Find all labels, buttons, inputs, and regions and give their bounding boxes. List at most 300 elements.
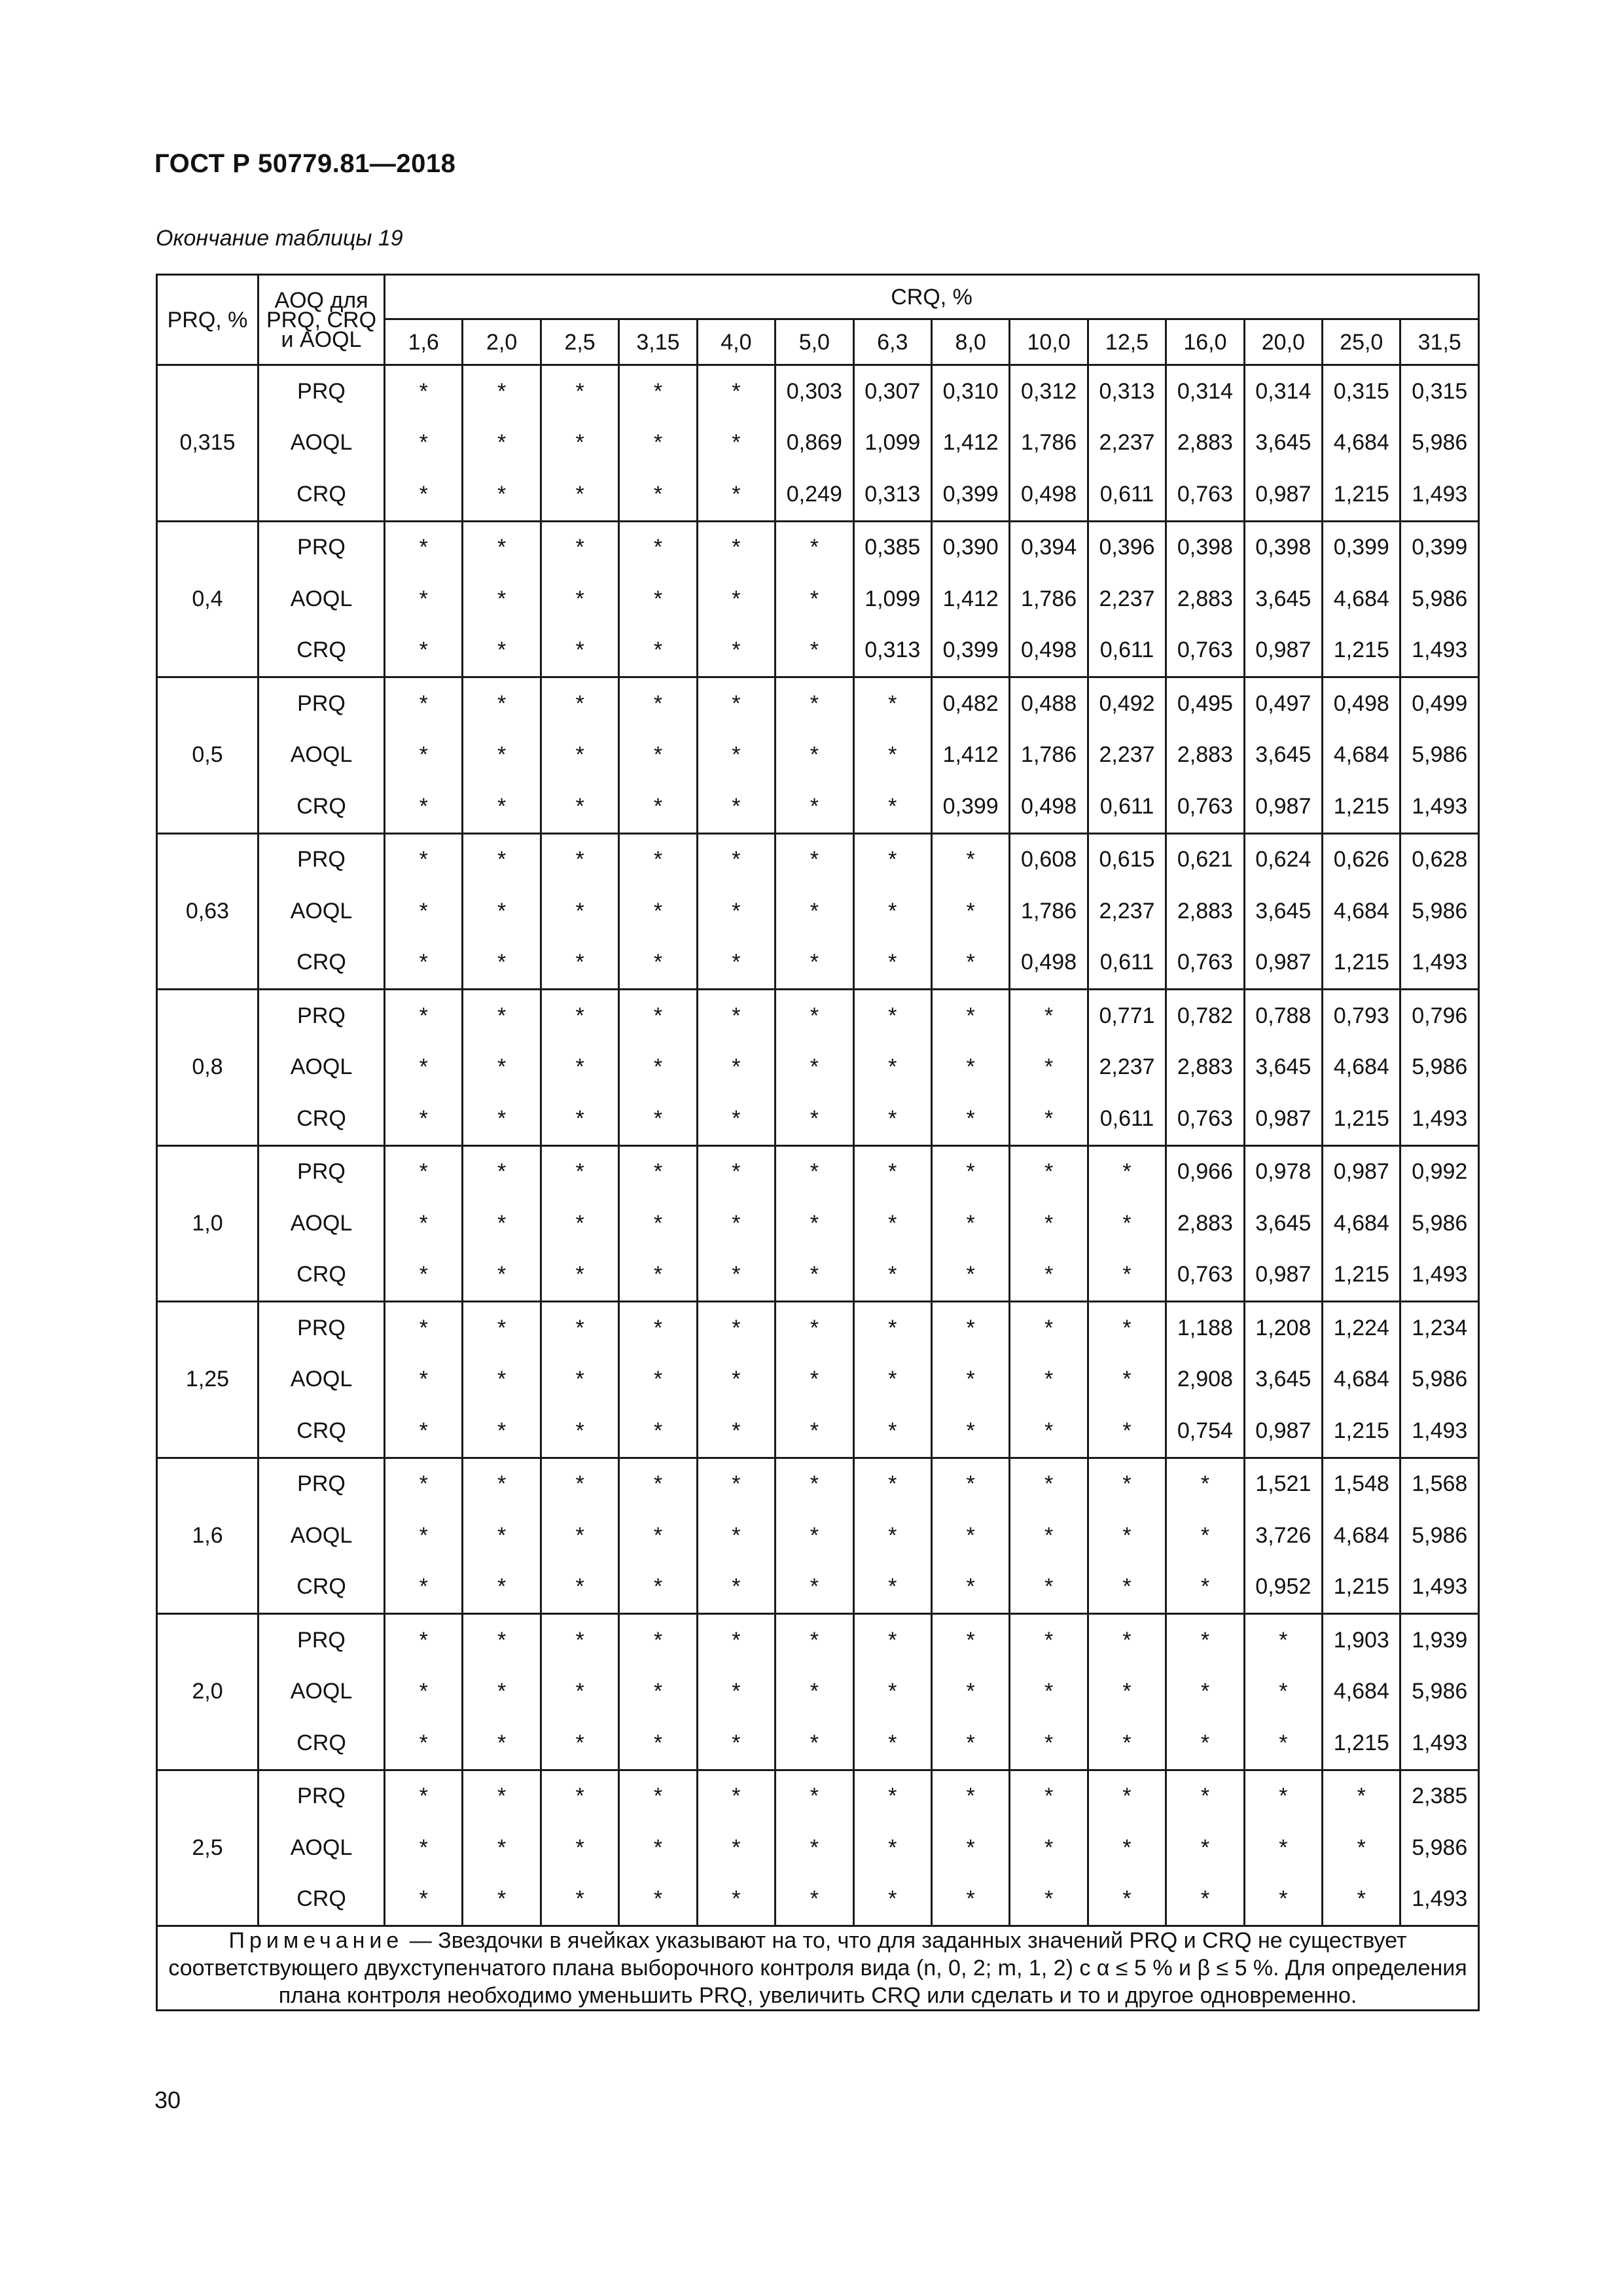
prq-value-cell: 1,25 [157, 1302, 259, 1458]
table-cell: * [853, 1302, 931, 1354]
table-cell: 0,869 [776, 418, 853, 469]
table-cell: 0,992 [1400, 1145, 1479, 1198]
table-cell: * [697, 781, 775, 833]
table-cell: * [776, 1458, 853, 1510]
table-cell: * [463, 1562, 541, 1614]
table-cell: 1,099 [853, 418, 931, 469]
prq-value-cell: 0,5 [157, 677, 259, 834]
table-cell: * [619, 1614, 697, 1666]
table-cell: 4,684 [1323, 573, 1400, 625]
table-cell: * [1088, 1458, 1166, 1510]
table-cell: * [1166, 1717, 1244, 1770]
table-cell: * [1010, 990, 1088, 1042]
table-cell: * [541, 1874, 618, 1926]
table-cell: * [385, 1302, 463, 1354]
table-cell: * [931, 1354, 1009, 1406]
table-cell: * [697, 1145, 775, 1198]
table-cell: 3,726 [1244, 1510, 1322, 1562]
table-cell: 0,488 [1010, 677, 1088, 730]
table-cell: 2,237 [1088, 886, 1166, 937]
table-cell: * [931, 1302, 1009, 1354]
row-label-cell: CRQ [259, 937, 385, 990]
table-row [157, 1717, 1479, 1770]
table-cell: * [776, 1874, 853, 1926]
table-cell: * [385, 990, 463, 1042]
prq-value-cell: 1,0 [157, 1145, 259, 1302]
table-cell: * [931, 1042, 1009, 1094]
table-cell: * [853, 1145, 931, 1198]
row-label-cell: CRQ [259, 1249, 385, 1302]
table-cell: * [1010, 1717, 1088, 1770]
table-cell: * [385, 625, 463, 677]
table-cell: * [385, 469, 463, 521]
table-cell: * [541, 677, 618, 730]
table-cell: 0,621 [1166, 833, 1244, 886]
table-cell: * [776, 1302, 853, 1354]
table-cell: * [385, 1614, 463, 1666]
table-cell: * [619, 1666, 697, 1718]
table-cell: * [385, 1562, 463, 1614]
table-cell: 0,611 [1088, 625, 1166, 677]
table-cell: 0,628 [1400, 833, 1479, 886]
table-cell: * [541, 1249, 618, 1302]
table-cell: 0,624 [1244, 833, 1322, 886]
table-cell: 2,883 [1166, 1042, 1244, 1094]
table-cell: 0,788 [1244, 990, 1322, 1042]
table-cell: * [931, 1510, 1009, 1562]
row-label-cell: CRQ [259, 1093, 385, 1145]
table-cell: * [619, 1042, 697, 1094]
row-label-cell: AOQL [259, 1354, 385, 1406]
table-cell: 2,237 [1088, 1042, 1166, 1094]
table-body [157, 365, 1479, 2011]
table-cell: * [619, 365, 697, 418]
table-cell: 0,498 [1010, 469, 1088, 521]
header-crq: CRQ, % [385, 275, 1479, 319]
header-prq: PRQ, % [157, 275, 259, 365]
table-cell: * [619, 1354, 697, 1406]
table-cell: 5,986 [1400, 573, 1479, 625]
table-cell: * [385, 1717, 463, 1770]
table-cell: * [619, 573, 697, 625]
table-cell: 1,493 [1400, 469, 1479, 521]
table-cell: * [776, 990, 853, 1042]
table-cell: 0,611 [1088, 1093, 1166, 1145]
table-cell: * [541, 1717, 618, 1770]
table-cell: * [697, 990, 775, 1042]
table-cell: * [931, 833, 1009, 886]
table-cell: 0,771 [1088, 990, 1166, 1042]
table-cell: 5,986 [1400, 1198, 1479, 1249]
table-cell: * [853, 1614, 931, 1666]
table-cell: 3,645 [1244, 730, 1322, 781]
row-label-cell: PRQ [259, 1458, 385, 1510]
table-cell: * [697, 1666, 775, 1718]
table-cell: * [541, 625, 618, 677]
table-cell: * [931, 1093, 1009, 1145]
crq-header-cell: 1,6 [385, 319, 463, 365]
table-cell: * [931, 937, 1009, 990]
table-cell: * [385, 365, 463, 418]
table-cell: * [1244, 1717, 1322, 1770]
table-cell: * [853, 1093, 931, 1145]
table-cell: * [463, 833, 541, 886]
table-cell: 0,303 [776, 365, 853, 418]
row-label-cell: PRQ [259, 365, 385, 418]
table-cell: * [619, 781, 697, 833]
table-cell: * [619, 990, 697, 1042]
table-cell: 0,313 [1088, 365, 1166, 418]
table-cell: * [853, 1354, 931, 1406]
table-cell: 0,399 [1323, 521, 1400, 573]
table-cell: * [1088, 1145, 1166, 1198]
table-cell: 0,399 [931, 781, 1009, 833]
table-cell: * [385, 1145, 463, 1198]
crq-header-cell: 2,0 [463, 319, 541, 365]
table-cell: 0,314 [1244, 365, 1322, 418]
table-cell: 0,497 [1244, 677, 1322, 730]
table-row [157, 1405, 1479, 1458]
table-cell: 1,786 [1010, 886, 1088, 937]
table-cell: 0,313 [853, 469, 931, 521]
table-cell: * [541, 365, 618, 418]
prq-value-cell: 2,5 [157, 1770, 259, 1926]
table-row [157, 625, 1479, 677]
table-cell: * [385, 781, 463, 833]
table-cell: * [541, 1302, 618, 1354]
crq-header-cell: 8,0 [931, 319, 1009, 365]
table-cell: 4,684 [1323, 730, 1400, 781]
crq-header-cell: 5,0 [776, 319, 853, 365]
table-cell: 0,310 [931, 365, 1009, 418]
table-cell: 1,786 [1010, 730, 1088, 781]
table-cell: * [463, 937, 541, 990]
table-cell: * [1166, 1562, 1244, 1614]
table-cell: * [1088, 1198, 1166, 1249]
crq-header-cell: 31,5 [1400, 319, 1479, 365]
prq-value-cell: 0,63 [157, 833, 259, 990]
table-cell: * [619, 521, 697, 573]
table-note [157, 1926, 1479, 2011]
table-cell: * [697, 469, 775, 521]
table-cell: * [697, 1717, 775, 1770]
table-cell: * [776, 1093, 853, 1145]
table-cell: * [697, 1458, 775, 1510]
table-cell: 1,548 [1323, 1458, 1400, 1510]
table-caption: Окончание таблицы 19 [156, 226, 403, 251]
table-cell: 0,313 [853, 625, 931, 677]
table-cell: * [776, 1249, 853, 1302]
table-row [157, 573, 1479, 625]
table-row [157, 1874, 1479, 1926]
row-label-cell: AOQL [259, 1198, 385, 1249]
table-cell: 5,986 [1400, 1042, 1479, 1094]
header-aoq: AOQ для PRQ, CRQ и AOQL [259, 275, 385, 365]
table-row [157, 1458, 1479, 1510]
table-cell: * [1244, 1822, 1322, 1874]
crq-header-cell: 25,0 [1323, 319, 1400, 365]
table-cell: * [1088, 1562, 1166, 1614]
page-number: 30 [154, 2087, 181, 2113]
table-cell: * [463, 573, 541, 625]
table-row [157, 469, 1479, 521]
table-cell: * [776, 1042, 853, 1094]
table-row [157, 886, 1479, 937]
table-row [157, 1145, 1479, 1198]
table-cell: * [697, 937, 775, 990]
table-cell: 2,908 [1166, 1354, 1244, 1406]
table-cell: 5,986 [1400, 886, 1479, 937]
table-row [157, 418, 1479, 469]
table-cell: 1,493 [1400, 1249, 1479, 1302]
table-cell: 1,188 [1166, 1302, 1244, 1354]
table-cell: 0,987 [1244, 1093, 1322, 1145]
table-cell: * [697, 886, 775, 937]
table-cell: * [776, 573, 853, 625]
table-cell: * [1010, 1354, 1088, 1406]
table-cell: * [1088, 1405, 1166, 1458]
table-cell: 0,987 [1244, 1405, 1322, 1458]
table-row [157, 833, 1479, 886]
table-cell: * [385, 1458, 463, 1510]
table-cell: 3,645 [1244, 1354, 1322, 1406]
table-cell: * [853, 677, 931, 730]
row-label-cell: PRQ [259, 1145, 385, 1198]
row-label-cell: AOQL [259, 1510, 385, 1562]
table-cell: 0,482 [931, 677, 1009, 730]
table-cell: * [1166, 1770, 1244, 1822]
table-cell: * [931, 1198, 1009, 1249]
table-cell: * [619, 625, 697, 677]
row-label-cell: AOQL [259, 886, 385, 937]
table-cell: 3,645 [1244, 1198, 1322, 1249]
table-cell: 2,883 [1166, 886, 1244, 937]
row-label-cell: CRQ [259, 1717, 385, 1770]
table-cell: * [463, 625, 541, 677]
table-cell: 0,315 [1400, 365, 1479, 418]
table-cell: * [853, 1822, 931, 1874]
table-cell: * [1166, 1666, 1244, 1718]
table-cell: * [385, 1822, 463, 1874]
table-cell: 2,385 [1400, 1770, 1479, 1822]
table-cell: 0,763 [1166, 1249, 1244, 1302]
table-cell: 1,099 [853, 573, 931, 625]
table-cell: 0,498 [1010, 781, 1088, 833]
table-cell: * [853, 1198, 931, 1249]
table-cell: * [385, 573, 463, 625]
table-cell: * [697, 730, 775, 781]
table-cell: 1,215 [1323, 1717, 1400, 1770]
table-row [157, 1093, 1479, 1145]
row-label-cell: PRQ [259, 1302, 385, 1354]
table-cell: * [931, 990, 1009, 1042]
table-cell: * [463, 886, 541, 937]
table-cell: 0,978 [1244, 1145, 1322, 1198]
table-cell: 0,763 [1166, 469, 1244, 521]
table-cell: * [463, 1666, 541, 1718]
table-cell: 4,684 [1323, 1354, 1400, 1406]
table-cell: 5,986 [1400, 1510, 1479, 1562]
row-label-cell: AOQL [259, 1822, 385, 1874]
table-cell: * [463, 418, 541, 469]
table-cell: 0,307 [853, 365, 931, 418]
table-cell: 0,987 [1244, 781, 1322, 833]
table-cell: * [697, 1249, 775, 1302]
table-cell: * [776, 625, 853, 677]
table-cell: * [619, 1145, 697, 1198]
crq-header-cell: 12,5 [1088, 319, 1166, 365]
table-cell: * [541, 886, 618, 937]
table-cell: 0,394 [1010, 521, 1088, 573]
table-cell: * [931, 1614, 1009, 1666]
table-cell: 3,645 [1244, 886, 1322, 937]
row-label-cell: PRQ [259, 990, 385, 1042]
table-cell: * [776, 521, 853, 573]
table-cell: 0,987 [1244, 625, 1322, 677]
table-cell: * [776, 781, 853, 833]
table-cell: * [463, 365, 541, 418]
table-cell: * [697, 833, 775, 886]
table-cell: * [697, 1510, 775, 1562]
table-cell: * [853, 1717, 931, 1770]
row-label-cell: CRQ [259, 1405, 385, 1458]
table-cell: * [1323, 1770, 1400, 1822]
table-cell: 0,987 [1244, 469, 1322, 521]
table-cell: * [931, 1874, 1009, 1926]
table-cell: * [1088, 1354, 1166, 1406]
table-cell: 0,385 [853, 521, 931, 573]
table-cell: * [385, 1093, 463, 1145]
table-cell: * [463, 1822, 541, 1874]
table-cell: 0,615 [1088, 833, 1166, 886]
table-cell: * [385, 521, 463, 573]
table-cell: 4,684 [1323, 1666, 1400, 1718]
table-cell: * [619, 1717, 697, 1770]
table-cell: * [463, 1302, 541, 1354]
table-cell: * [541, 1042, 618, 1094]
table-cell: 1,568 [1400, 1458, 1479, 1510]
table-cell: 0,608 [1010, 833, 1088, 886]
note-label: Примечание [228, 1928, 404, 1953]
table-cell: * [853, 1562, 931, 1614]
table-row [157, 365, 1479, 418]
table-cell: * [776, 1510, 853, 1562]
table-cell: * [541, 937, 618, 990]
table-cell: 4,684 [1323, 1198, 1400, 1249]
table-cell: * [697, 1042, 775, 1094]
table-cell: * [463, 1874, 541, 1926]
table-cell: * [1244, 1874, 1322, 1926]
table-cell: * [853, 990, 931, 1042]
table-cell: 1,939 [1400, 1614, 1479, 1666]
table-cell: * [776, 1562, 853, 1614]
table-row [157, 521, 1479, 573]
table-cell: * [385, 1510, 463, 1562]
table-cell: * [541, 1562, 618, 1614]
table-cell: 1,412 [931, 573, 1009, 625]
table-row [157, 1302, 1479, 1354]
table-cell: 1,412 [931, 418, 1009, 469]
table-cell: * [776, 886, 853, 937]
table-cell: 4,684 [1323, 886, 1400, 937]
table-cell: 0,399 [1400, 521, 1479, 573]
table-cell: * [463, 1198, 541, 1249]
table-cell: * [853, 886, 931, 937]
table-cell: * [1088, 1717, 1166, 1770]
table-cell: * [853, 730, 931, 781]
table-cell: 0,763 [1166, 625, 1244, 677]
table-cell: 1,215 [1323, 937, 1400, 990]
table-cell: * [619, 1770, 697, 1822]
table-cell: * [385, 1770, 463, 1822]
table-cell: * [697, 573, 775, 625]
table-row [157, 1249, 1479, 1302]
table-cell: * [1088, 1614, 1166, 1666]
table-cell: * [541, 1510, 618, 1562]
row-label-cell: AOQL [259, 573, 385, 625]
table-cell: * [776, 1666, 853, 1718]
note-text: — Звездочки в ячейках указывают на то, что для заданных значений PRQ и CRQ не существует соответствующего двухступенчатого плана выборочного контроля вида (n, 0, 2; m, 1, 2) с α ≤ 5 % и β ≤ 5 %. Для определения плана контроля необходимо уменьшить PRQ, увеличить CRQ или сделать и то и другое одновременно. [168, 1928, 1467, 2008]
table-cell: * [1244, 1614, 1322, 1666]
table-cell: 0,611 [1088, 781, 1166, 833]
table-cell: * [853, 1666, 931, 1718]
row-label-cell: PRQ [259, 833, 385, 886]
table-cell: * [385, 1354, 463, 1406]
table-cell: * [931, 1562, 1009, 1614]
table-cell: 0,399 [931, 469, 1009, 521]
table-cell: * [463, 1354, 541, 1406]
table-cell: * [697, 1093, 775, 1145]
table-cell: * [697, 365, 775, 418]
table-cell: * [1088, 1874, 1166, 1926]
table-cell: * [776, 1405, 853, 1458]
table-cell: 1,224 [1323, 1302, 1400, 1354]
table-cell: * [853, 937, 931, 990]
table-cell: * [1088, 1302, 1166, 1354]
table-cell: 1,215 [1323, 469, 1400, 521]
table-cell: * [619, 1302, 697, 1354]
table-cell: * [463, 781, 541, 833]
table-cell: * [931, 1717, 1009, 1770]
table-cell: 0,763 [1166, 937, 1244, 990]
table-row [157, 1614, 1479, 1666]
table-cell: * [619, 886, 697, 937]
table-row [157, 1562, 1479, 1614]
table-cell: 1,493 [1400, 625, 1479, 677]
table-cell: 1,493 [1400, 1093, 1479, 1145]
table-cell: * [1010, 1874, 1088, 1926]
table-cell: * [385, 833, 463, 886]
table-cell: 0,782 [1166, 990, 1244, 1042]
table-cell: * [776, 1198, 853, 1249]
prq-value-cell: 2,0 [157, 1614, 259, 1770]
table-cell: * [776, 677, 853, 730]
crq-header-cell: 2,5 [541, 319, 618, 365]
table-cell: * [463, 1458, 541, 1510]
table-cell: * [776, 1614, 853, 1666]
table-cell: 0,495 [1166, 677, 1244, 730]
table-cell: * [463, 469, 541, 521]
table-cell: * [697, 1822, 775, 1874]
table-cell: * [1088, 1666, 1166, 1718]
table-cell: * [697, 1405, 775, 1458]
table-cell: 1,208 [1244, 1302, 1322, 1354]
table-cell: * [1010, 1770, 1088, 1822]
table-cell: * [1088, 1510, 1166, 1562]
table-cell: * [619, 1822, 697, 1874]
table-cell: * [463, 1510, 541, 1562]
table-row [157, 730, 1479, 781]
